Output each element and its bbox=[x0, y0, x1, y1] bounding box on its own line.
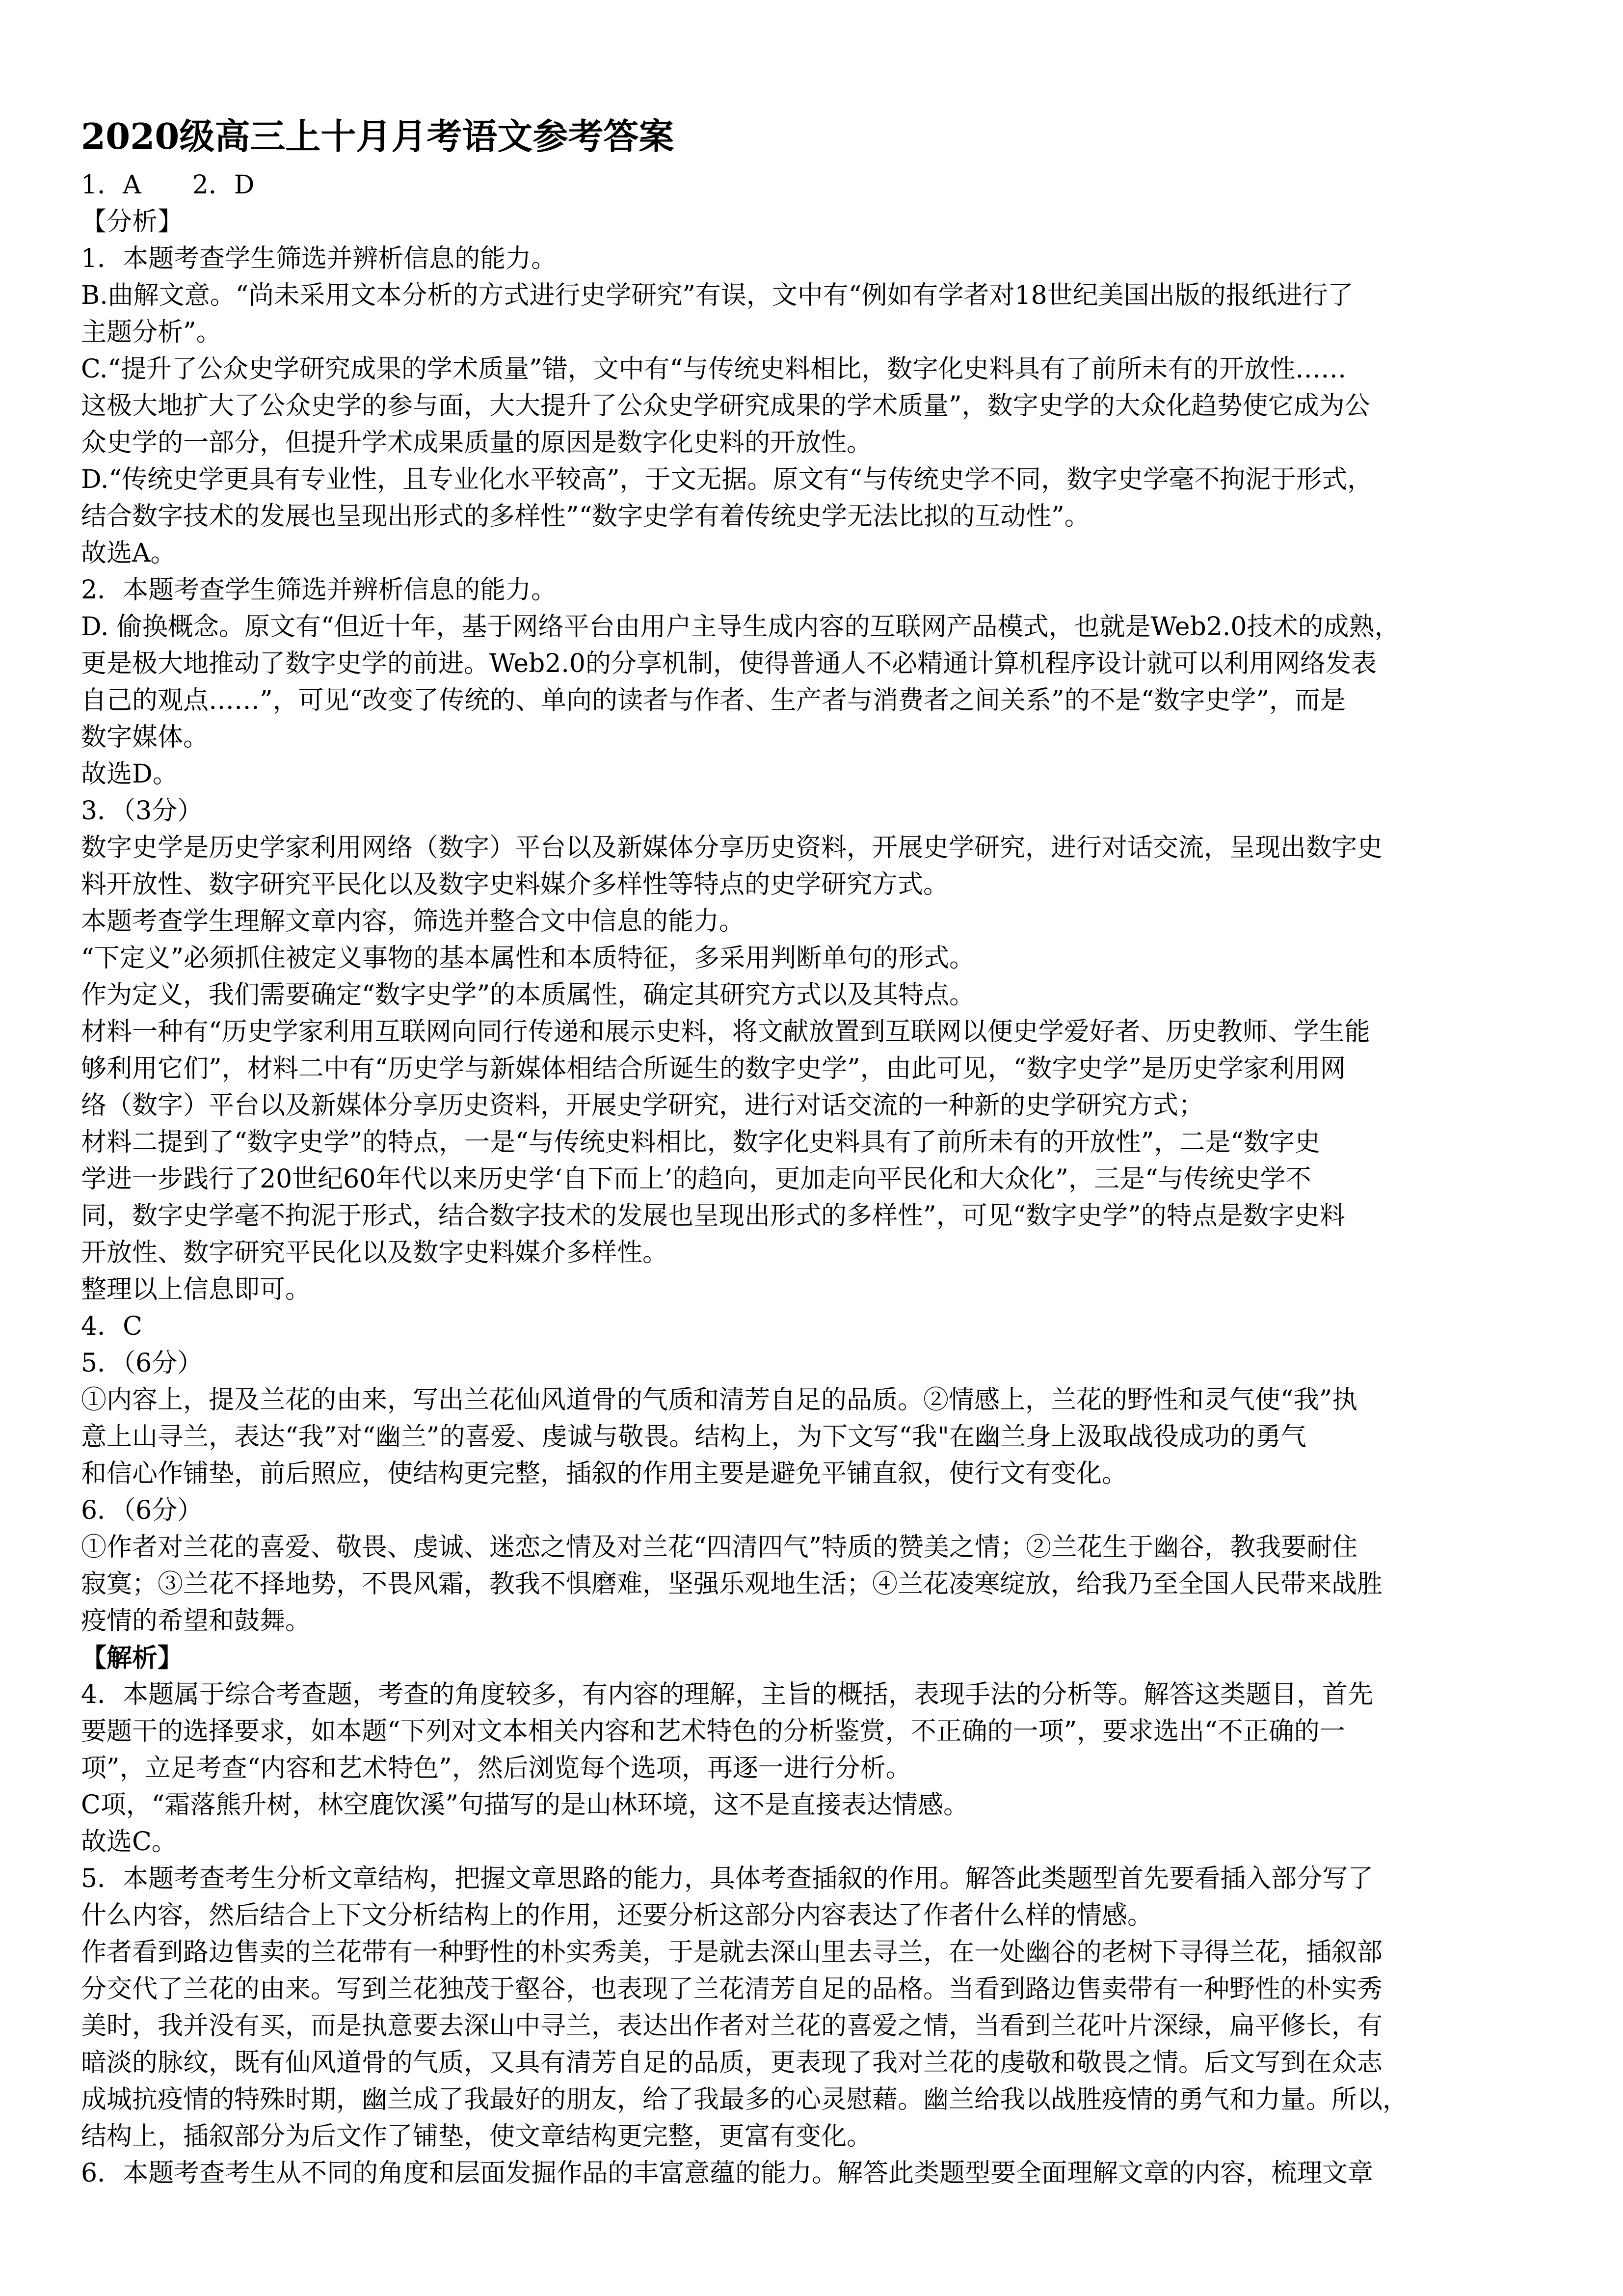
text-line: 意上山寻兰，表达“我”对“幽兰”的喜爱、虔诚与敬畏。结构上，为下文写“我"在幽兰身上汲取战役成功的勇气 bbox=[81, 1422, 1306, 1452]
text-line: D. 偷换概念。原文有“但近十年，基于网络平台由用户主导生成内容的互联网产品模式，也就是Web2.0技术的成熟， bbox=[81, 612, 1400, 642]
text-line: 学进一步践行了20世纪60年代以来历史学‘自下而上’的趋向，更加走向平民化和大众化”，三是“与传统史学不 bbox=[81, 1164, 1311, 1194]
text-line: 2．本题考查学生筛选并辨析信息的能力。 bbox=[81, 575, 557, 605]
text-line: 开放性、数字研究平民化以及数字史料媒介多样性。 bbox=[81, 1238, 668, 1268]
text-line: 主题分析”。 bbox=[81, 318, 222, 347]
text-line: 结构上，插叙部分为后文作了铺垫，使文章结构更完整，更富有变化。 bbox=[81, 2122, 873, 2151]
text-line: C.“提升了公众史学研究成果的学术质量”错，文中有“与传统史料相比，数字化史料具有了前所未有的开放性…… bbox=[81, 354, 1347, 384]
text-line: 5．（6分） bbox=[81, 1349, 203, 1378]
text-line: 结合数字技术的发展也呈现出形式的多样性”“数字史学有着传统史学无法比拟的互动性”。 bbox=[81, 502, 1090, 531]
text-line: 项”，立足考查“内容和艺术特色”，然后浏览每个选项，再逐一进行分析。 bbox=[81, 1754, 911, 1783]
text-line: 数字史学是历史学家利用网络（数字）平台以及新媒体分享历史资料，开展史学研究，进行对话交流，呈现出数字史 bbox=[81, 833, 1383, 863]
text-line: C项，“霜落熊升树，林空鹿饮溪”句描写的是山林环境，这不是直接表达情感。 bbox=[81, 1790, 969, 1820]
text-line: 4．本题属于综合考查题，考查的角度较多，有内容的理解，主旨的概括，表现手法的分析等。解答这类题目，首先 bbox=[81, 1680, 1374, 1709]
text-line: 1．本题考查学生筛选并辨析信息的能力。 bbox=[81, 244, 557, 273]
text-line: 疫情的希望和鼓舞。 bbox=[81, 1606, 311, 1636]
text-line: 和信心作铺垫，前后照应，使结构更完整，插叙的作用主要是避免平铺直叙，使行文有变化。 bbox=[81, 1459, 1128, 1488]
text-line: 4．C bbox=[81, 1312, 142, 1341]
text-line: 5．本题考查考生分析文章结构，把握文章思路的能力，具体考查插叙的作用。解答此类题型首先要看插入部分写了 bbox=[81, 1864, 1374, 1893]
text-line: ①作者对兰花的喜爱、敬畏、虔诚、迷恋之情及对兰花“四清四气”特质的赞美之情；②兰花生于幽谷，教我要耐住 bbox=[81, 1533, 1358, 1562]
text-line: 故选A。 bbox=[81, 539, 176, 568]
text-line: 故选C。 bbox=[81, 1827, 177, 1857]
text-line: 本题考查学生理解文章内容，筛选并整合文中信息的能力。 bbox=[81, 907, 745, 936]
text-line: 美时，我并没有买，而是执意要去深山中寻兰，表达出作者对兰花的喜爱之情，当看到兰花叶片深绿，扁平修长，有 bbox=[81, 2011, 1383, 2041]
text-line: 寂寞；③兰花不择地势，不畏风霜，教我不惧磨难，坚强乐观地生活；④兰花凌寒绽放，给我乃至全国人民带来战胜 bbox=[81, 1569, 1383, 1599]
text-line: 料开放性、数字研究平民化以及数字史料媒介多样性等特点的史学研究方式。 bbox=[81, 870, 949, 899]
text-line: 这极大地扩大了公众史学的参与面，大大提升了公众史学研究成果的学术质量”，数字史学的大众化趋势使它成为公 bbox=[81, 391, 1370, 421]
text-line: 【分析】 bbox=[81, 207, 184, 237]
text-line: 6．本题考查考生从不同的角度和层面发掘作品的丰富意蕴的能力。解答此类题型要全面理解文章的内容，梳理文章 bbox=[81, 2159, 1374, 2188]
answer-document bbox=[81, 112, 1553, 2192]
text-line: 络（数字）平台以及新媒体分享历史资料，开展史学研究，进行对话交流的一种新的史学研究方式； bbox=[81, 1091, 1204, 1120]
text-line: 分交代了兰花的由来。写到兰花独茂于壑谷，也表现了兰花清芳自足的品格。当看到路边售卖带有一种野性的朴实秀 bbox=[81, 1974, 1383, 2004]
text-line: 同，数字史学毫不拘泥于形式，结合数字技术的发展也呈现出形式的多样性”，可见“数字史学”的特点是数字史料 bbox=[81, 1201, 1345, 1231]
text-line: B.曲解文意。“尚未采用文本分析的方式进行史学研究”有误，文中有“例如有学者对18世纪美国出版的报纸进行了 bbox=[81, 281, 1354, 310]
text-line: 成城抗疫情的特殊时期，幽兰成了我最好的朋友，给了我最多的心灵慰藉。幽兰给我以战胜疫情的勇气和力量。所以， bbox=[81, 2085, 1409, 2114]
text-line: 什么内容，然后结合上下文分析结构上的作用，还要分析这部分内容表达了作者什么样的情感。 bbox=[81, 1901, 1153, 1930]
text-line: 众史学的一部分，但提升学术成果质量的原因是数字化史料的开放性。 bbox=[81, 428, 873, 458]
text-line: 1．A 2．D bbox=[81, 170, 255, 200]
text-line: 整理以上信息即可。 bbox=[81, 1275, 311, 1304]
text-line: 更是极大地推动了数字史学的前进。Web2.0的分享机制，使得普通人不必精通计算机程序设计就可以利用网络发表 bbox=[81, 649, 1377, 678]
text-line: D.“传统史学更具有专业性，且专业化水平较高”，于文无据。原文有“与传统史学不同，数字史学毫不拘泥于形式， bbox=[81, 465, 1373, 494]
text-line: 故选D。 bbox=[81, 759, 178, 789]
text-line: 6．（6分） bbox=[81, 1496, 203, 1525]
text-line: 数字媒体。 bbox=[81, 723, 209, 752]
text-line: 暗淡的脉纹，既有仙风道骨的气质，又具有清芳自足的品质，更表现了我对兰花的虔敬和敬畏之情。后文写到在众志 bbox=[81, 2048, 1383, 2078]
document-title: 2020级高三上十月月考语文参考答案 bbox=[81, 115, 674, 157]
text-line: ①内容上，提及兰花的由来，写出兰花仙风道骨的气质和清芳自足的品质。②情感上，兰花的野性和灵气使“我”执 bbox=[81, 1385, 1358, 1415]
text-line: 3．（3分） bbox=[81, 796, 203, 826]
text-line: 材料一种有“历史学家利用互联网向同行传递和展示史料，将文献放置到互联网以便史学爱好者、历史教师、学生能 bbox=[81, 1017, 1370, 1047]
text-line: 要题干的选择要求，如本题“下列对文本相关内容和艺术特色的分析鉴赏，不正确的一项”，要求选出“不正确的一 bbox=[81, 1717, 1345, 1746]
text-line: 作为定义，我们需要确定“数字史学”的本质属性，确定其研究方式以及其特点。 bbox=[81, 980, 975, 1010]
text-line: “下定义”必须抓住被定义事物的基本属性和本质特征，多采用判断单句的形式。 bbox=[81, 944, 975, 973]
text-line: 够利用它们”，材料二中有“历史学与新媒体相结合所诞生的数字史学”，由此可见，“数字史学”是历史学家利用网 bbox=[81, 1054, 1346, 1083]
answer-body bbox=[81, 167, 1553, 2192]
text-line: 材料二提到了“数字史学”的特点，一是“与传统史料相比，数字化史料具有了前所未有的开放性”，二是“数字史 bbox=[81, 1128, 1320, 1157]
text-line: 作者看到路边售卖的兰花带有一种野性的朴实秀美，于是就去深山里去寻兰，在一处幽谷的老树下寻得兰花，插叙部 bbox=[81, 1938, 1383, 1967]
text-line: 自己的观点……”，可见“改变了传统的、单向的读者与作者、生产者与消费者之间关系”的不是“数字史学”，而是 bbox=[81, 686, 1346, 715]
text-line: 【解析】 bbox=[81, 1643, 184, 1673]
